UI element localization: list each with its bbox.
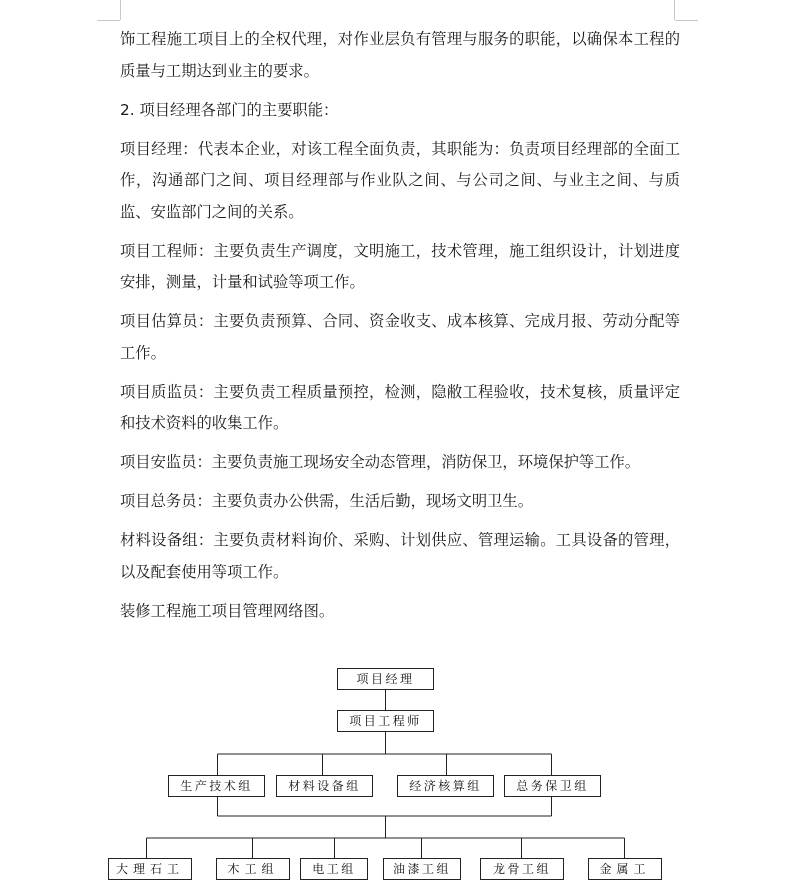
paragraph: 饰工程施工项目上的全权代理，对作业层负有管理与服务的职能，以确保本工程的质量与工期达到业主的要求。 [120, 30, 680, 80]
org-node-team: 金属工 [588, 858, 662, 880]
margin-corner-mark [120, 0, 121, 20]
margin-corner-mark [675, 20, 698, 21]
paragraph: 项目估算员：主要负责预算、合同、资金收支、成本核算、完成月报、劳动分配等工作。 [120, 312, 680, 362]
paragraph: 项目质监员：主要负责工程质量预控，检测，隐敝工程验收，技术复核，质量评定和技术资料的收集工作。 [120, 382, 680, 432]
org-chart-connectors [0, 660, 795, 875]
org-node-group: 材料设备组 [276, 775, 373, 797]
org-node-team: 电工组 [300, 858, 368, 880]
margin-corner-mark [674, 0, 675, 20]
margin-corner-mark [97, 20, 120, 21]
org-node-team: 油漆工组 [383, 858, 461, 880]
paragraph: 装修工程施工项目管理网络图。 [120, 601, 335, 620]
paragraph: 项目安监员：主要负责施工现场安全动态管理，消防保卫，环境保护等工作。 [120, 453, 641, 471]
paragraph: 材料设备组：主要负责材料询价、采购、计划供应、管理运输。工具设备的管理，以及配套使用等项工作。 [120, 531, 680, 581]
org-node-group: 生产技术组 [168, 775, 265, 797]
paragraph: 项目总务员：主要负责办公供需，生活后勤，现场文明卫生。 [120, 492, 534, 510]
paragraph: 项目经理：代表本企业，对该工程全面负责，其职能为：负责项目经理部的全面工作，沟通部门之间、项目经理部与作业队之间、与公司之间、与业主之间、与质监、安监部门之间的关系。 [120, 139, 680, 221]
paragraph: 项目工程师：主要负责生产调度，文明施工，技术管理，施工组织设计，计划进度安排，测量，计量和试验等项工作。 [120, 241, 680, 291]
org-node-second: 项目工程师 [337, 710, 434, 732]
org-node-team: 龙骨工组 [480, 858, 564, 880]
org-node-group: 经济核算组 [397, 775, 494, 797]
section-heading: 2. 项目经理各部门的主要职能： [120, 100, 339, 119]
org-chart [0, 660, 795, 875]
org-node-team: 大理石工 [108, 858, 192, 880]
org-node-group: 总务保卫组 [504, 775, 601, 797]
org-node-root: 项目经理 [337, 668, 434, 690]
document-body [120, 24, 680, 635]
org-node-team: 木工组 [216, 858, 290, 880]
